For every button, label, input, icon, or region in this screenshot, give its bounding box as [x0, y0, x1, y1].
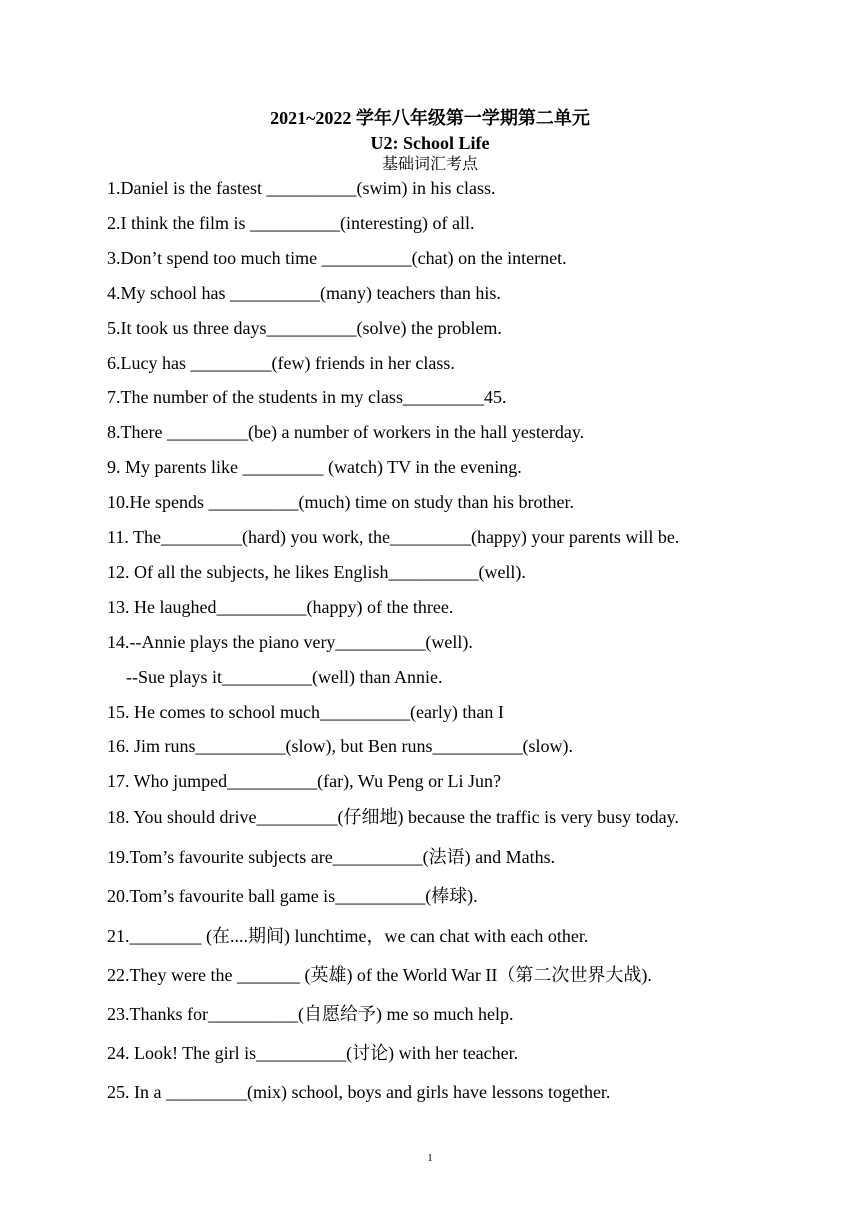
- question-23: 23.Thanks for__________(自愿给予) me so much help.: [107, 1004, 514, 1024]
- question-5: 5.It took us three days__________(solve) the problem.: [107, 318, 502, 338]
- question-9: 9. My parents like _________ (watch) TV in the evening.: [107, 457, 522, 477]
- question-16: 16. Jim runs__________(slow), but Ben runs__________(slow).: [107, 736, 573, 756]
- question-19: 19.Tom’s favourite subjects are__________(法语) and Maths.: [107, 847, 556, 867]
- question-13: 13. He laughed__________(happy) of the three.: [107, 597, 454, 617]
- question-14: 14.--Annie plays the piano very__________(well).: [107, 632, 473, 652]
- question-15: 15. He comes to school much__________(early) than I: [107, 702, 504, 722]
- question-7: 7.The number of the students in my class_________45.: [107, 387, 507, 407]
- question-3: 3.Don’t spend too much time __________(chat) on the internet.: [107, 248, 567, 268]
- question-4: 4.My school has __________(many) teachers than his.: [107, 283, 501, 303]
- question-2: 2.I think the film is __________(interesting) of all.: [107, 213, 475, 233]
- question-25: 25. In a _________(mix) school, boys and girls have lessons together.: [107, 1082, 611, 1102]
- page-number: 1: [427, 1152, 433, 1164]
- question-14-reply: --Sue plays it__________(well) than Annie.: [126, 667, 443, 687]
- question-18: 18. You should drive_________(仔细地) because the traffic is very busy today.: [107, 807, 679, 827]
- question-10: 10.He spends __________(much) time on study than his brother.: [107, 492, 574, 512]
- document-title: 2021~2022 学年八年级第一学期第二单元: [270, 108, 590, 128]
- question-1: 1.Daniel is the fastest __________(swim) in his class.: [107, 178, 496, 198]
- question-12: 12. Of all the subjects, he likes English__________(well).: [107, 562, 526, 582]
- question-22: 22.They were the _______ (英雄) of the World War II（第二次世界大战).: [107, 965, 652, 985]
- question-21: 21.________ (在....期间) lunchtime，we can chat with each other.: [107, 926, 589, 946]
- question-17: 17. Who jumped__________(far), Wu Peng or Li Jun?: [107, 771, 502, 791]
- question-20: 20.Tom’s favourite ball game is__________(棒球).: [107, 886, 478, 906]
- question-11: 11. The_________(hard) you work, the_________(happy) your parents will be.: [107, 527, 680, 547]
- document-subtitle: 基础词汇考点: [381, 156, 478, 173]
- question-24: 24. Look! The girl is__________(讨论) with her teacher.: [107, 1043, 519, 1063]
- unit-title: U2: School Life: [370, 133, 490, 153]
- question-6: 6.Lucy has _________(few) friends in her class.: [107, 353, 455, 373]
- question-8: 8.There _________(be) a number of workers in the hall yesterday.: [107, 422, 585, 442]
